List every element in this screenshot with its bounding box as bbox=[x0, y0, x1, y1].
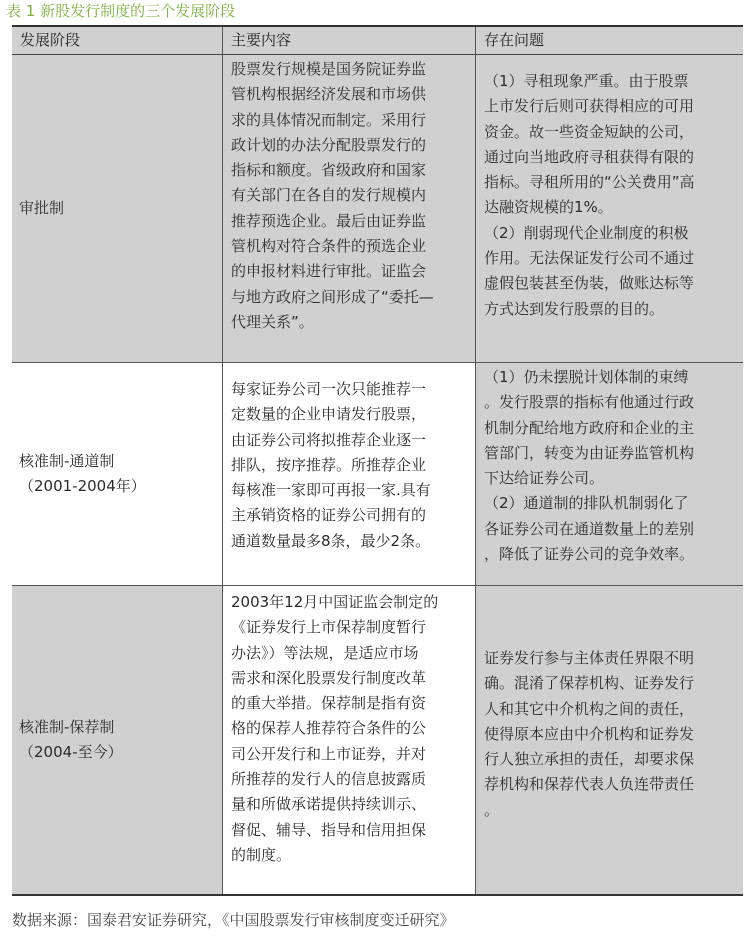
issues-line: 虚假包装甚至伪装，做账达标等 bbox=[484, 274, 695, 293]
content-line: 《证券发行上市保荐制度暂行 bbox=[231, 618, 427, 637]
table-top-border bbox=[12, 25, 743, 27]
content-line: 管机构对符合条件的预选企业 bbox=[231, 237, 427, 256]
content-line: 格的保荐人推荐符合条件的公 bbox=[231, 719, 427, 738]
issues-line: 管部门，转变为由证券监管机构 bbox=[484, 443, 695, 462]
issues-line: 使得原本应由中介机构和证券发 bbox=[484, 724, 695, 743]
header-content: 主要内容 bbox=[231, 31, 292, 49]
content-line: 推荐预选企业。最后由证券监 bbox=[231, 211, 427, 230]
issues-line: 下达给证券公司。 bbox=[484, 469, 605, 488]
issues-line: 通过向当地政府寻租获得有限的 bbox=[484, 147, 695, 166]
content-line: 的申报材料进行审批。证监会 bbox=[231, 262, 427, 281]
content-line: 由证券公司将拟推荐企业逐一 bbox=[231, 430, 427, 449]
content-line: 每核准一家即可再报一家.具有 bbox=[231, 481, 431, 500]
stage-name: 审批制 bbox=[19, 199, 65, 217]
issues-line: （2）削弱现代企业制度的积极 bbox=[484, 223, 689, 242]
stage-period: （2004-至今） bbox=[19, 743, 123, 761]
content-line: 主承销资格的证券公司拥有的 bbox=[231, 506, 427, 525]
issues-line: 机制分配给地方政府和企业的主 bbox=[484, 418, 695, 437]
content-line: 定数量的企业申请发行股票， bbox=[231, 405, 427, 424]
issues-line: 确。混淆了保荐机构、证券发行 bbox=[484, 674, 695, 693]
content-line: 股票发行规模是国务院证券监 bbox=[231, 60, 427, 78]
issues-cell bbox=[476, 55, 743, 362]
content-line: 政计划的办法分配股票发行的 bbox=[231, 135, 427, 154]
content-line: 的制度。 bbox=[231, 845, 292, 864]
stage-cell bbox=[12, 586, 222, 894]
issues-line: 达融资规模的1%。 bbox=[484, 198, 613, 217]
issues-line: 作用。无法保证发行公司不通过 bbox=[484, 249, 695, 268]
content-line: 司公开发行和上市证券，并对 bbox=[231, 744, 427, 763]
stage-period: （2001-2004年） bbox=[19, 477, 146, 495]
content-line: 求的具体情况而制定。采用行 bbox=[231, 110, 427, 129]
content-line: 有关部门在各自的发行规模内 bbox=[231, 186, 427, 205]
content-line: 排队，按序推荐。所推荐企业 bbox=[231, 455, 427, 474]
row-divider bbox=[12, 362, 743, 363]
issues-cell bbox=[476, 586, 743, 894]
stage-name: 核准制-通道制 bbox=[19, 452, 115, 470]
header-stage: 发展阶段 bbox=[20, 31, 81, 49]
issues-line: 资金。故一些资金短缺的公司， bbox=[484, 122, 695, 141]
row-divider bbox=[12, 585, 743, 586]
issues-line: 荐机构和保荐代表人负连带责任 bbox=[484, 775, 695, 794]
source-note: 数据来源：国泰君安证券研究，《中国股票发行审核制度变迁研究》 bbox=[12, 911, 455, 929]
content-line: 与地方政府之间形成了“委托— bbox=[231, 287, 434, 306]
issues-line: 人和其它中介机构之间的责任， bbox=[484, 699, 695, 718]
issues-line: （1）仍未摆脱计划体制的束缚 bbox=[484, 368, 689, 386]
content-line: 通道数量最多8条，最少2条。 bbox=[231, 531, 431, 550]
content-line: 办法》）等法规，是适应市场 bbox=[231, 643, 419, 662]
content-cell bbox=[223, 55, 475, 362]
issues-cell bbox=[476, 363, 743, 585]
issues-line: 上市发行后则可获得相应的可用 bbox=[484, 97, 695, 116]
content-cell bbox=[223, 363, 475, 585]
stage-name: 核准制-保荐制 bbox=[19, 718, 115, 736]
content-line: 2003年12月中国证监会制定的 bbox=[231, 593, 439, 611]
stages-table bbox=[12, 25, 743, 896]
issues-line: 各证券公司在通道数量上的差别 bbox=[484, 519, 695, 538]
column-divider bbox=[222, 27, 223, 894]
stage-cell bbox=[12, 55, 222, 362]
issues-line: 行人独立承担的责任，却要求保 bbox=[484, 750, 695, 769]
content-line: 每家证券公司一次只能推荐一 bbox=[231, 380, 427, 398]
issues-line: （2）通道制的排队机制弱化了 bbox=[484, 494, 689, 513]
content-line: 管机构根据经济发展和市场供 bbox=[231, 85, 427, 104]
header-issues: 存在问题 bbox=[484, 31, 545, 49]
content-line: 需求和深化股票发行制度改革 bbox=[231, 668, 427, 687]
content-line: 代理关系”。 bbox=[231, 312, 314, 331]
issues-line: （1）寻租现象严重。由于股票 bbox=[484, 72, 689, 90]
issues-line: 。发行股票的指标有他通过行政 bbox=[484, 393, 695, 412]
content-line: 量和所做承诺提供持续训示、 bbox=[231, 795, 427, 814]
issues-line: 。 bbox=[484, 800, 500, 819]
column-divider bbox=[475, 27, 476, 894]
issues-line: 指标。寻租所用的“公关费用”高 bbox=[484, 173, 695, 192]
issues-line: 方式达到发行股票的目的。 bbox=[484, 299, 665, 318]
content-line: 指标和额度。省级政府和国家 bbox=[231, 161, 427, 180]
content-line: 督促、辅导、指导和信用担保 bbox=[231, 820, 427, 839]
table-bottom-border bbox=[12, 894, 743, 896]
issues-line: ，降低了证券公司的竞争效率。 bbox=[484, 545, 695, 564]
stage-cell bbox=[12, 363, 222, 585]
table-title: 表 1 新股发行制度的三个发展阶段 bbox=[6, 2, 236, 20]
content-line: 的重大举措。保荐制是指有资 bbox=[231, 694, 427, 713]
issues-line: 证券发行参与主体责任界限不明 bbox=[484, 649, 695, 667]
content-line: 所推荐的发行人的信息披露质 bbox=[231, 770, 427, 789]
header-divider bbox=[12, 54, 743, 55]
content-cell bbox=[223, 586, 475, 894]
